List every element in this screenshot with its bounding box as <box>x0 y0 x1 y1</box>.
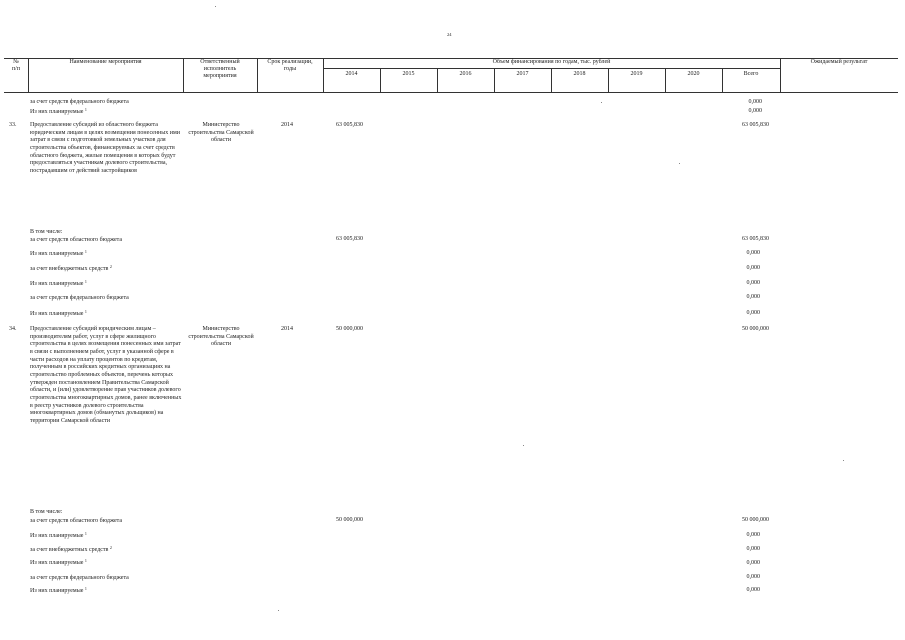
funding-row-label: за счет внебюджетных средств $^2$ <box>30 545 112 553</box>
funding-row-2014: 50 000,000 <box>336 517 363 523</box>
item-value-total: 63 005,830 <box>742 122 769 128</box>
funding-row-label: за счет средств федерального бюджета <box>30 295 129 301</box>
page-number: 24 <box>447 32 452 37</box>
funding-row-total: 0,000 <box>748 99 762 105</box>
scan-speck <box>278 610 279 611</box>
header-year-2014: 2014 <box>345 71 358 77</box>
funding-row-total: 0,000 <box>746 280 760 286</box>
item-number: 33. <box>9 122 17 128</box>
funding-row-label: за счет средств областного бюджета <box>30 237 123 243</box>
funding-row-label: за счет средств федерального бюджета <box>30 99 129 105</box>
scan-speck <box>679 163 680 164</box>
funding-row-2014: 63 005,830 <box>336 236 363 242</box>
item-number: 34. <box>9 326 17 332</box>
header-year-2020: 2020 <box>687 71 700 77</box>
funding-row-total: 0,000 <box>746 574 760 580</box>
funding-row-total: 63 005,830 <box>742 236 769 242</box>
header-year-2018: 2018 <box>573 71 586 77</box>
header-year-2015: 2015 <box>402 71 415 77</box>
funding-row-total: 0,000 <box>746 587 760 593</box>
funding-row-label: Из них планируемые $^1$ <box>30 531 87 539</box>
including-label: В том числе: <box>30 229 63 235</box>
funding-row-total: 0,000 <box>746 265 760 271</box>
funding-row-label: Из них планируемые $^1$ <box>30 107 87 115</box>
item-value-2014: 63 005,830 <box>336 122 363 128</box>
funding-row-total: 0,000 <box>746 250 760 256</box>
item-term: 2014 <box>281 326 293 332</box>
funding-row-label: за счет средств областного бюджета <box>30 518 123 524</box>
item-value-2014: 50 000,000 <box>336 326 363 332</box>
item-description: Предоставление субсидий юридическим лицам – производителям работ, услуг в сфере жилищного строительства в целях возмещения понесенных ими затрат в связи с выполнением работ, услуг в указанной сфере в части расходов на уплату процентов по кредитам, полученным в российских кредитных организациях на строительство проблемных объектов, перечень которых утвержден постановлением Правительства Самарской области, и (или) удовлетворение прав участников долевого строительства многоквартирных домов, ранее включенных в реестр участников долевого строительства многоквартирных домов (обманутых дольщиков) на территории Самарской области <box>30 326 182 425</box>
scan-speck <box>215 6 216 7</box>
funding-row-total: 0,000 <box>746 294 760 300</box>
funding-row-total: 0,000 <box>746 532 760 538</box>
header-responsible: Ответственный исполнитель мероприятия <box>200 59 240 79</box>
header-total: Всего <box>743 71 759 77</box>
funding-row-label: Из них планируемые $^1$ <box>30 586 87 594</box>
header-year-2019: 2019 <box>630 71 643 77</box>
item-term: 2014 <box>281 122 293 128</box>
item-responsible: Министерство строительства Самарской области <box>188 326 254 348</box>
funding-row-total: 0,000 <box>746 546 760 552</box>
funding-row-label: Из них планируемые $^1$ <box>30 309 87 317</box>
funding-row-label: за счет средств федерального бюджета <box>30 575 129 581</box>
header-term: Срок реализации, годы <box>267 59 313 72</box>
header-year-2017: 2017 <box>516 71 529 77</box>
scan-speck <box>601 102 602 103</box>
header-name: Наименование мероприятия <box>69 59 142 65</box>
item-responsible: Министерство строительства Самарской области <box>188 122 254 144</box>
funding-row-total: 0,000 <box>748 108 762 114</box>
header-funding: Объем финансирования по годам, тыс. рублей <box>492 59 611 65</box>
item-value-total: 50 000,000 <box>742 326 769 332</box>
scan-speck <box>523 445 524 446</box>
scan-speck <box>843 460 844 461</box>
funding-row-total: 50 000,000 <box>742 517 769 523</box>
including-label: В том числе: <box>30 509 63 515</box>
header-no: № п/п <box>11 59 21 72</box>
funding-row-label: Из них планируемые $^1$ <box>30 279 87 287</box>
funding-row-total: 0,000 <box>746 560 760 566</box>
header-year-2016: 2016 <box>459 71 472 77</box>
funding-row-label: Из них планируемые $^1$ <box>30 558 87 566</box>
header-result: Ожидаемый результат <box>810 59 868 65</box>
item-description: Предоставление субсидий из областного бюджета юридическим лицам в целях возмещения понесенных ими затрат в связи с подготовкой земельных участков для строительства объектов, финансируемых за счет средств областного бюджета, жилые помещения в которых будут предоставляться участникам долевого строительства, пострадавшим от действий застройщиков <box>30 122 181 175</box>
funding-row-total: 0,000 <box>746 310 760 316</box>
funding-row-label: Из них планируемые $^1$ <box>30 249 87 257</box>
header-bottom-border <box>4 92 898 93</box>
funding-row-label: за счет внебюджетных средств $^2$ <box>30 264 112 272</box>
